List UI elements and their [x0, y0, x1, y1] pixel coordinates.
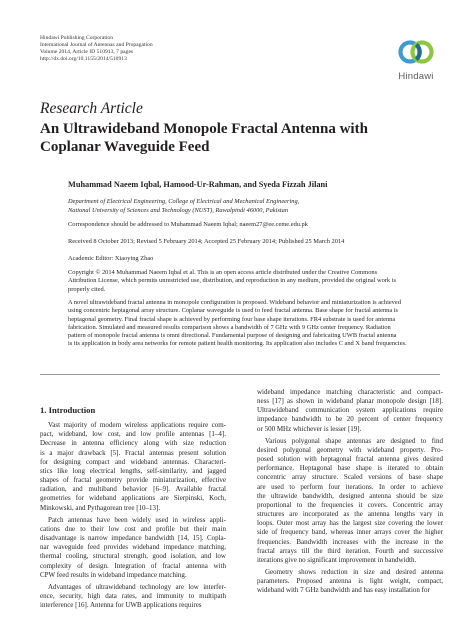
body-text-line: Decrease in antenna efficiency along with size reduction: [40, 439, 226, 448]
body-text-line: Geometry shows reduction in size and desired antenna: [265, 567, 443, 576]
body-text-line: is a major drawback [5]. Fractal antennas present solution: [40, 448, 226, 457]
right-column: [257, 388, 443, 595]
hindawi-logo-text: Hindawi: [398, 71, 434, 82]
left-column: [40, 406, 226, 610]
body-text-line: desired polygonal geometry with wideband property. Pro-: [257, 445, 443, 454]
body-text-line: parameters. Proposed antenna is light weight, compact,: [257, 577, 443, 586]
body-text-line: performance. Heptagonal base shape is iterated to obtain: [257, 464, 443, 473]
body-text-line: stics like long electrical lengths, self-similarity, and jagged: [40, 466, 226, 475]
abstract: [68, 299, 440, 349]
volume-info: Volume 2014, Article ID 510913, 7 pages: [40, 49, 134, 56]
body-text-line: ness [17] as shown in wideband planar monopole design [18].: [257, 397, 443, 406]
copyright-notice: [68, 269, 440, 294]
body-text-line: radiation, and multiband behavior [6–9]. Available fractal: [40, 485, 226, 494]
title-line: Coplanar Waveguide Feed: [40, 138, 210, 155]
body-text-line: side of frequency band, whereas inner arrays cover the higher: [257, 528, 443, 537]
body-text-line: wideband impedance matching characteristic and compact-: [257, 388, 443, 396]
right-column-body: [257, 388, 443, 595]
doi-link[interactable]: http://dx.doi.org/10.1155/2014/510913: [40, 56, 127, 63]
body-text-line: Ultrawideband communication system applications require: [257, 406, 443, 415]
body-text-line: thermal cooling, structural strength, good isolation, and low: [40, 552, 226, 561]
abstract-line: using concentric heptagonal array structure. Coplanar waveguide is used to feed fractal antenna. Base shape for fractal antenna is: [68, 307, 399, 315]
body-text-line: frequencies. Bandwidth increases with the increase in the: [257, 537, 443, 546]
body-text-line: fractal arrays till the third iteration. Fourth and successive: [257, 546, 443, 555]
author-list: Muhammad Naeem Iqbal, Hamood-Ur-Rahman, and Syeda Fizzah Jilani: [68, 180, 328, 189]
body-text-line: pact, wideband, low cost, and low profile antennas [1–4].: [40, 430, 226, 439]
section-divider: [40, 374, 440, 375]
body-text-line: Vast majority of modern wireless applications require com-: [48, 421, 226, 430]
journal-name: International Journal of Antennas and Propagation: [40, 42, 153, 49]
correspondence: Correspondence should be addressed to Muhammad Naeem Iqbal; naeem27@ee.ceme.edu.pk: [68, 221, 308, 228]
body-text-line: nar waveguide feed provides wideband impedance matching,: [40, 543, 226, 552]
body-text-line: proportional to the frequencies it covers. Concentric array: [257, 500, 443, 509]
body-text-line: or 500 MHz whichever is lesser [19].: [257, 424, 362, 433]
body-text-line: structures are incorporated as the antenna lengths vary in: [257, 510, 443, 519]
affiliation-line: Department of Electrical Engineering, College of Electrical and Mechanical Engineering,: [68, 198, 300, 205]
article-type: Research Article: [40, 100, 143, 117]
publication-dates: Received 8 October 2013; Revised 5 February 2014; Accepted 25 February 2014; Published 25 March 2014: [68, 238, 345, 245]
body-text-line: Patch antennas have been widely used in wireless appli-: [48, 515, 226, 524]
abstract-line: fabrication. Simulated and measured results comparison shows a bandwidth of 7 GHz with 9 GHz center frequency. Radiation: [68, 323, 391, 331]
body-text-line: shapes of fractal geometry provide miniaturization, effective: [40, 476, 226, 485]
body-text-line: cations due to their low cost and profile but their main: [40, 524, 226, 533]
body-text-line: posed solution with heptagonal fractal antenna gives desired: [257, 455, 443, 464]
body-text-line: for designing compact and wideband antennas. Characteri-: [40, 457, 226, 466]
body-text-line: complexity of design. Integration of fractal antenna with: [40, 561, 226, 570]
body-text-line: geometries for wideband applications are Sierpinski, Koch,: [40, 494, 226, 503]
abstract-line: heptagonal geometry. Final fractal shape is achieved by performing four base shape iterations. FR4 substrate is used for antenna: [68, 315, 396, 323]
hindawi-logo-icon: [396, 34, 436, 72]
academic-editor: Academic Editor: Xiaoying Zhao: [68, 255, 154, 262]
body-text-line: loops. Outer most array has the largest size covering the lower: [257, 519, 443, 528]
section-heading-introduction: 1. Introduction: [40, 405, 96, 415]
copyright-line: Attribution License, which permits unrestricted use, distribution, and reproduction in any medium, provided the original work is: [68, 277, 396, 285]
body-text-line: ence, security, high data rates, and immunity to multipath: [40, 591, 226, 600]
body-text-line: concentric array structure. Scaled versions of base shape: [257, 473, 443, 482]
body-text-line: Minkowski, and Pythagorean tree [10–13].: [40, 503, 161, 512]
body-text-line: CPW feed results in wideband impedance matching.: [40, 570, 187, 579]
body-text-line: Various polygonal shape antennas are designed to find: [265, 436, 443, 445]
affiliation-line: National University of Sciences and Technology (NUST), Rawalpindi 46000, Pakistan: [68, 207, 289, 214]
body-text-line: are used to perform four iterations. In order to achieve: [257, 482, 443, 491]
title-line: An Ultrawideband Monopole Fractal Antenna with: [40, 121, 368, 137]
body-text-line: impedance bandwidth to be 20 percent of center frequency: [257, 415, 443, 424]
body-text-line: wideband with 7 GHz bandwidth and has easy installation for: [257, 586, 430, 595]
journal-meta: [40, 35, 290, 63]
abstract-line: is its application in body area networks for remote patient health monitoring. Its application also includes C and X band frequencies.: [68, 340, 407, 348]
body-text-line: the ultrawide bandwidth, designed antenna should be size: [257, 491, 443, 500]
publisher: Hindawi Publishing Corporation: [40, 35, 114, 41]
body-text-line: disadvantage is narrow impedance bandwidth [14, 15]. Copla-: [40, 534, 226, 543]
abstract-line: A novel ultrawideband fractal antenna in monopole configuration is proposed. Wideband behavior and miniaturization is achieved: [68, 299, 401, 306]
abstract-line: pattern of monopole fractal antenna is omni directional. Fundamental purpose of designing and fabricating UWB fractal antenna: [68, 332, 397, 340]
copyright-line: properly cited.: [68, 285, 106, 293]
body-text-line: Advantages of ultrawideband technology are low interfer-: [48, 582, 226, 591]
body-text-line: interference [16]. Antenna for UWB applications requires: [40, 601, 202, 610]
left-column-body: [40, 421, 226, 610]
paper-title: [40, 121, 440, 156]
affiliation: [68, 197, 299, 215]
copyright-line: Copyright © 2014 Muhammad Naeem Iqbal et al. This is an open access article distributed under the Creative Commons: [68, 269, 378, 276]
body-text-line: iterations give no significant improvement in bandwidth.: [257, 555, 417, 564]
